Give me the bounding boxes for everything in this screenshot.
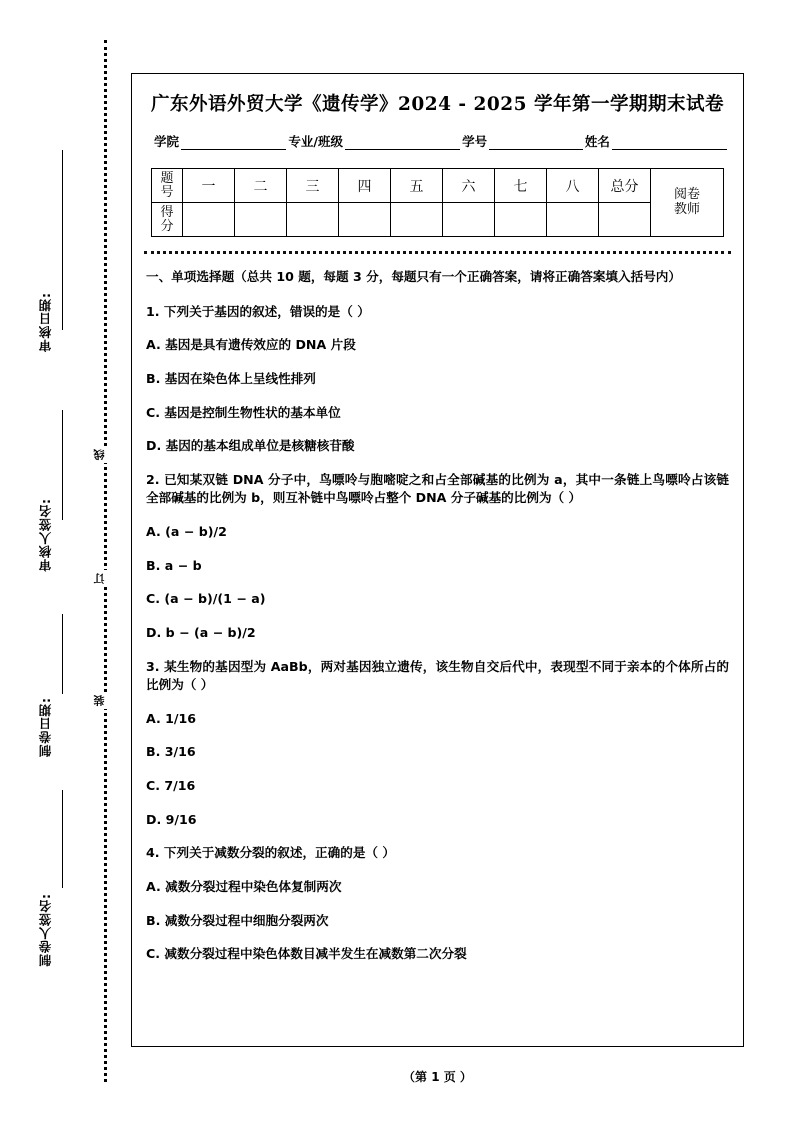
score-col-header-2: 二 <box>235 169 287 203</box>
section-heading-multiple-choice: 一、单项选择题（总共 10 题，每题 3 分，每题只有一个正确答案，请将正确答案填入括号内） <box>146 269 681 284</box>
score-col-header-total: 总分 <box>599 169 651 203</box>
field-label-student-id: 学号 <box>462 134 488 149</box>
binding-margin <box>0 0 125 1122</box>
field-label-college: 学院 <box>154 134 180 149</box>
margin-label-maker-signature: 制卷人签名: <box>38 893 53 967</box>
question-3-stem: 3. 某生物的基因型为 AaBb，两对基因独立遗传，该生物自交后代中，表现型不同于亲本的个体所占的比例为（ ） <box>146 658 729 693</box>
score-col-header-1: 一 <box>183 169 235 203</box>
margin-label-review-date: 审核日期: <box>38 292 53 352</box>
score-col-header-7: 七 <box>495 169 547 203</box>
question-1-stem: 1. 下列关于基因的叙述，错误的是（ ） <box>146 303 370 319</box>
field-blank-student-id[interactable] <box>489 135 583 150</box>
question-2-option-c[interactable]: C. (a − b)/(1 − a) <box>146 591 266 607</box>
row-header-score: 得 分 <box>152 203 183 237</box>
score-cell-total[interactable] <box>599 203 651 237</box>
row-header-question-number: 题 号 <box>152 169 183 203</box>
score-cell-8[interactable] <box>547 203 599 237</box>
page-title: 广东外语外贸大学《遗传学》2024 - 2025 学年第一学期期末试卷 <box>151 94 724 115</box>
question-2-option-a[interactable]: A. (a − b)/2 <box>146 524 227 539</box>
field-label-major-class: 专业/班级 <box>288 134 343 149</box>
exam-body <box>146 268 729 964</box>
section-divider <box>144 251 731 254</box>
score-col-header-grader: 阅卷 教师 <box>651 169 724 237</box>
question-2-option-d[interactable]: D. b − (a − b)/2 <box>146 624 256 640</box>
margin-rule-4 <box>62 790 63 888</box>
question-2 <box>146 471 729 643</box>
table-row-scores <box>152 203 724 237</box>
score-cell-5[interactable] <box>391 203 443 237</box>
question-1-option-a[interactable]: A. 基因是具有遗传效应的 DNA 片段 <box>146 337 356 353</box>
margin-label-make-date: 制卷日期: <box>38 697 53 757</box>
fold-word-pack: 装 <box>92 692 108 709</box>
score-cell-2[interactable] <box>235 203 287 237</box>
question-4-option-b[interactable]: B. 减数分裂过程中细胞分裂两次 <box>146 912 329 928</box>
fold-word-line: 线 <box>92 446 108 463</box>
student-info-line <box>154 132 729 150</box>
question-3-option-d[interactable]: D. 9/16 <box>146 811 197 827</box>
question-3-option-b[interactable]: B. 3/16 <box>146 744 196 760</box>
question-1 <box>146 303 729 456</box>
score-cell-7[interactable] <box>495 203 547 237</box>
question-4 <box>146 844 729 964</box>
field-blank-major-class[interactable] <box>345 135 460 150</box>
question-1-option-b[interactable]: B. 基因在染色体上呈线性排列 <box>146 370 316 386</box>
question-2-option-b[interactable]: B. a − b <box>146 557 202 573</box>
margin-rule-3 <box>62 614 63 694</box>
field-blank-college[interactable] <box>181 135 286 150</box>
question-4-option-a[interactable]: A. 减数分裂过程中染色体复制两次 <box>146 878 342 894</box>
question-2-stem: 2. 已知某双链 DNA 分子中，鸟嘌呤与胞嘧啶之和占全部碱基的比例为 a，其中一条链上鸟嘌呤占该链全部碱基的比例为 b，则互补链中鸟嘌呤占整个 DNA 分子碱基的比例为（ ） <box>146 471 729 506</box>
page-number-footer: （第 1 页 ） <box>403 1070 472 1084</box>
question-3-option-c[interactable]: C. 7/16 <box>146 778 196 793</box>
question-1-option-c[interactable]: C. 基因是控制生物性状的基本单位 <box>146 404 341 420</box>
exam-paper-frame <box>131 73 744 1047</box>
question-4-stem: 4. 下列关于减数分裂的叙述，正确的是（ ） <box>146 845 396 861</box>
fold-word-bind: 订 <box>92 570 108 587</box>
score-col-header-4: 四 <box>339 169 391 203</box>
margin-rule-1 <box>62 150 63 330</box>
question-1-option-d[interactable]: D. 基因的基本组成单位是核糖核苷酸 <box>146 438 355 454</box>
field-label-name: 姓名 <box>584 134 610 149</box>
table-row-question-numbers <box>152 169 724 203</box>
score-col-header-3: 三 <box>287 169 339 203</box>
score-table <box>151 168 724 237</box>
margin-rule-2 <box>62 410 63 520</box>
field-blank-name[interactable] <box>612 135 727 150</box>
question-4-option-c[interactable]: C. 减数分裂过程中染色体数目减半发生在减数第二次分裂 <box>146 946 467 962</box>
score-cell-4[interactable] <box>339 203 391 237</box>
question-3-option-a[interactable]: A. 1/16 <box>146 710 197 726</box>
score-cell-6[interactable] <box>443 203 495 237</box>
score-col-header-8: 八 <box>547 169 599 203</box>
margin-label-reviewer-signature: 审核人签名: <box>38 498 53 572</box>
score-cell-1[interactable] <box>183 203 235 237</box>
score-col-header-6: 六 <box>443 169 495 203</box>
score-cell-3[interactable] <box>287 203 339 237</box>
score-col-header-5: 五 <box>391 169 443 203</box>
binding-dotted-line <box>104 40 107 1082</box>
question-3 <box>146 658 729 830</box>
